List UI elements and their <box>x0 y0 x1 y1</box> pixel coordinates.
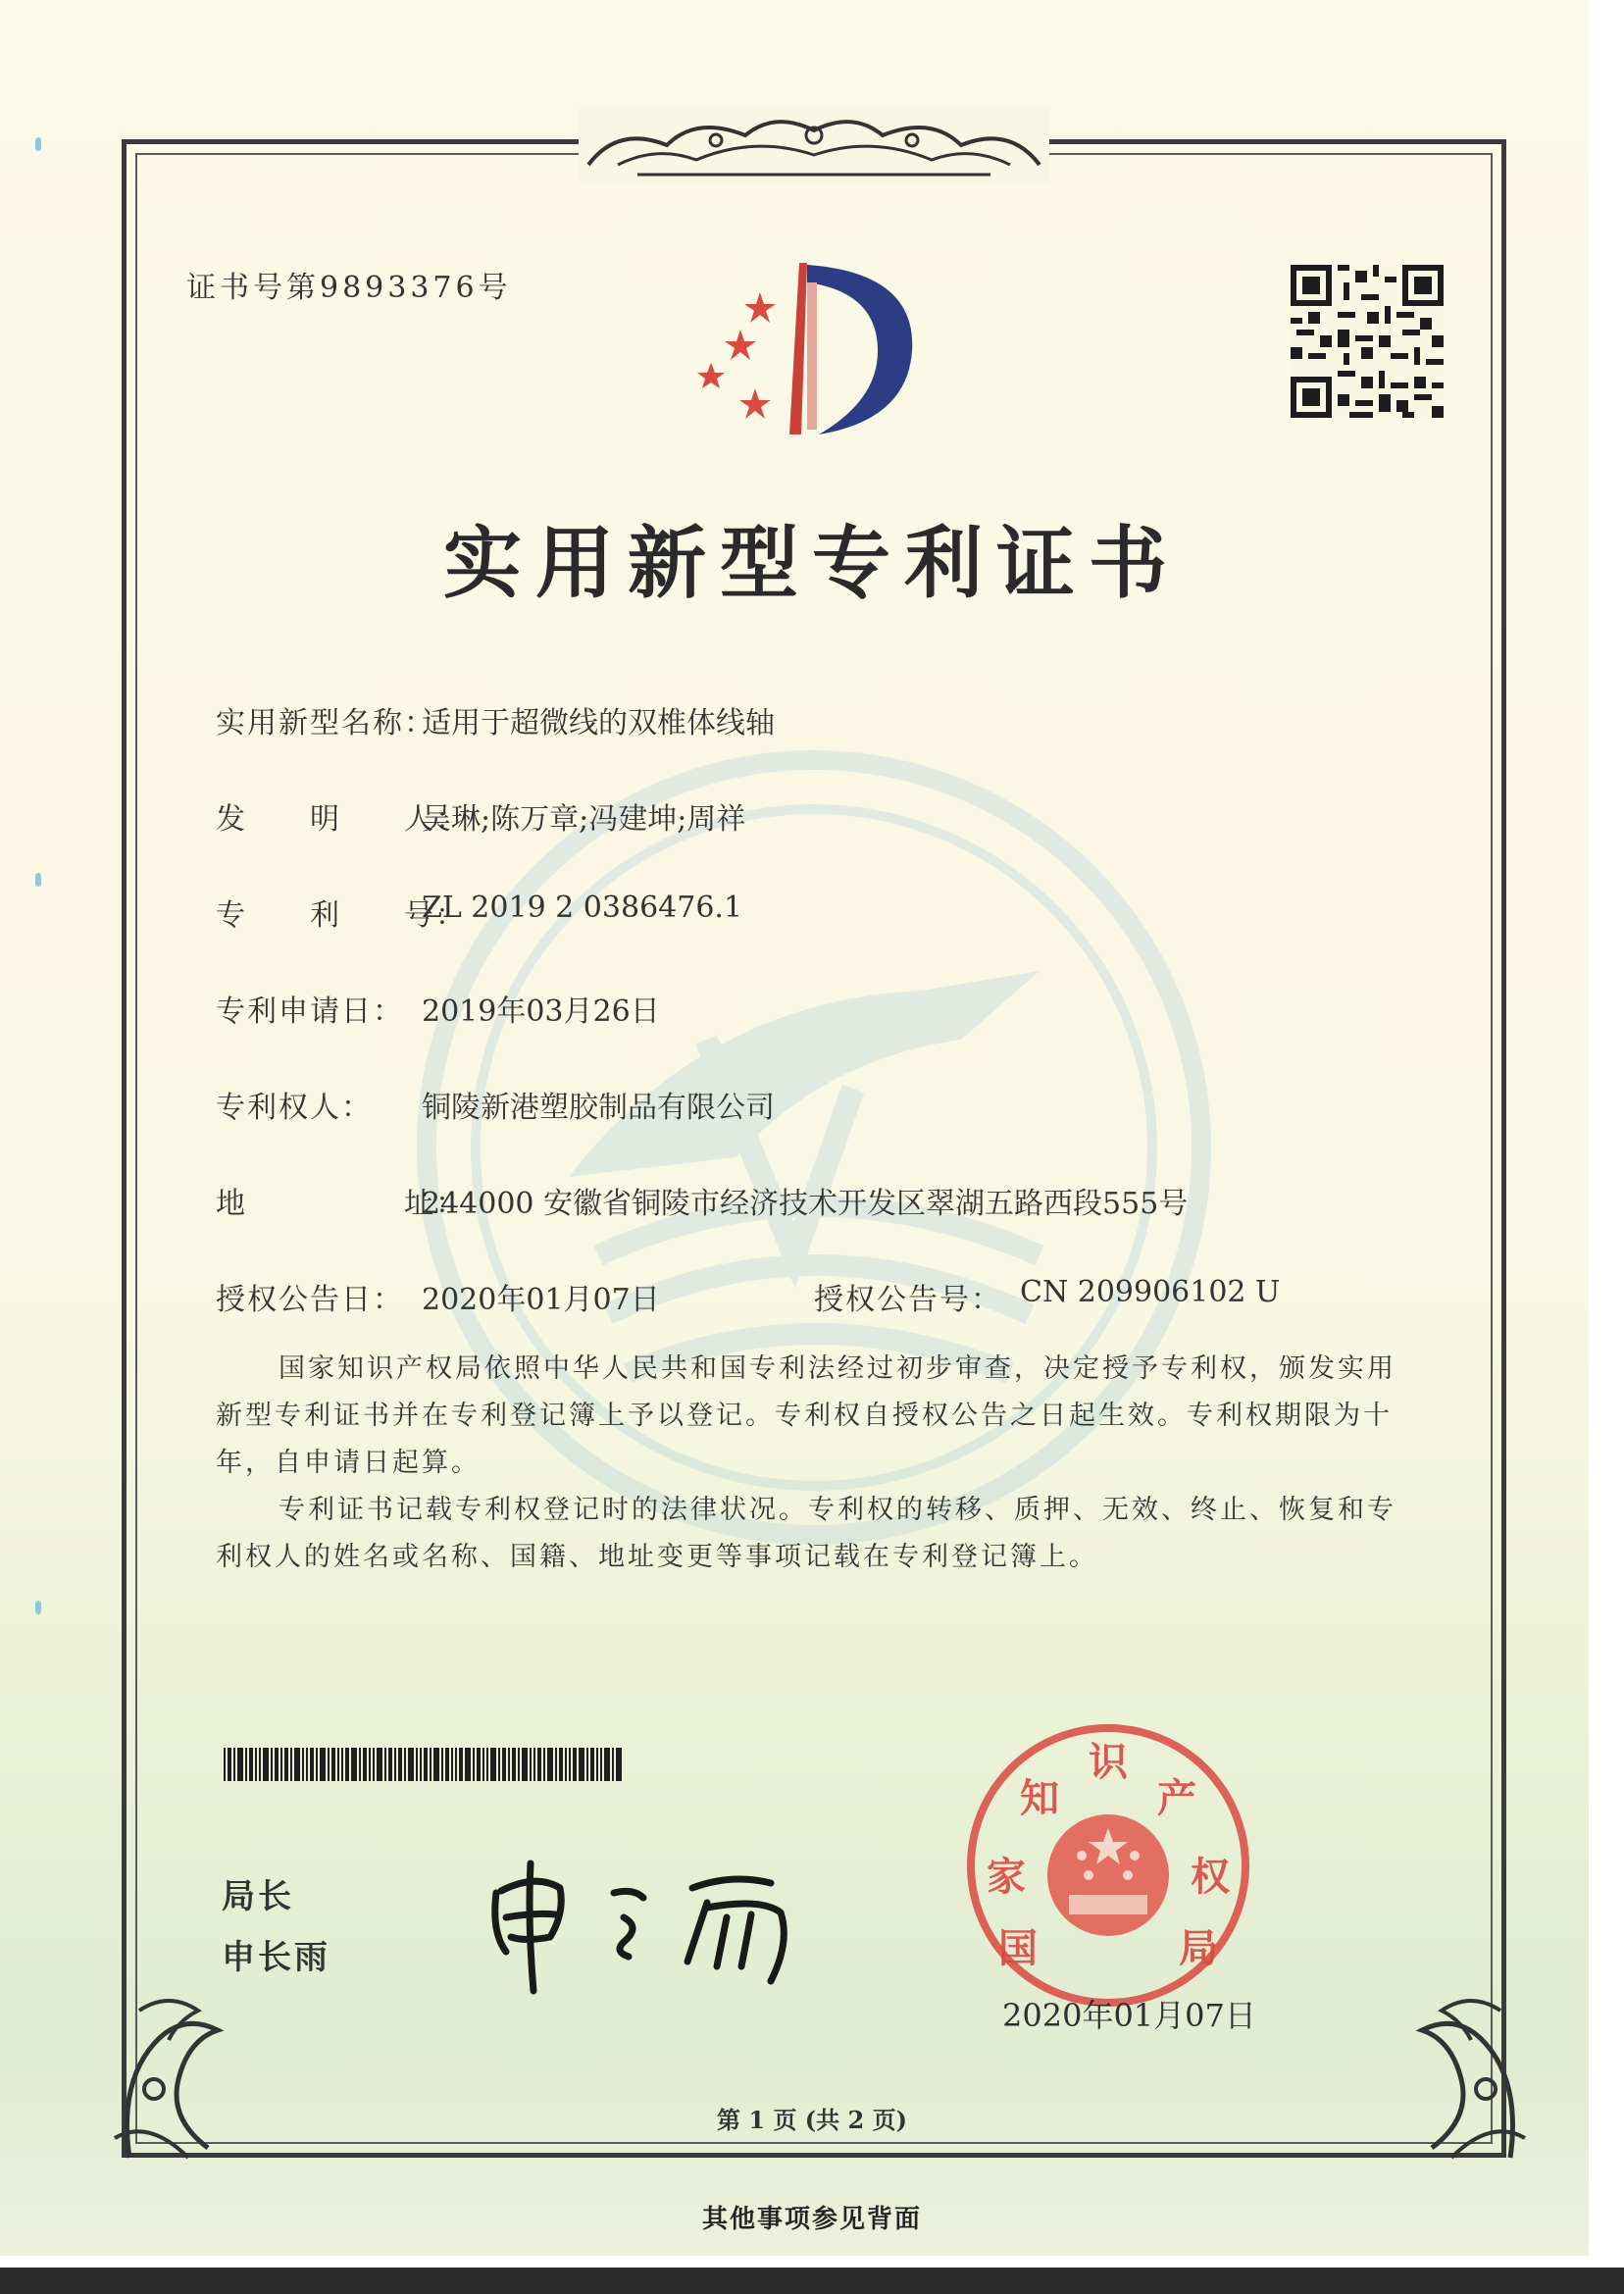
legal-paragraph-2: 专利证书记载专利权登记时的法律状况。专利权的转移、质押、无效、终止、恢复和专利权人的姓名或名称、国籍、地址变更等事项记载在专利登记簿上。 <box>216 1495 1396 1572</box>
handwritten-signature <box>477 1844 830 2001</box>
scan-bottom-bar <box>0 2268 1624 2294</box>
inventors: 吴琳;陈万章;冯建坤;周祥 <box>422 802 746 837</box>
qr-code-icon <box>1291 265 1444 418</box>
svg-text:知: 知 <box>1020 1775 1059 1821</box>
field-label-address: 地 址： <box>216 1187 467 1221</box>
field-label-patent-no: 专 利 号： <box>216 898 467 933</box>
field-label-inventor: 发 明 人： <box>216 802 467 837</box>
punch-mark <box>35 1601 41 1614</box>
barcode-icon <box>224 1748 622 1781</box>
scan-margin <box>1589 0 1624 2294</box>
corner-ornament-left-icon <box>110 1971 267 2167</box>
signatory-title: 局长 <box>222 1877 294 1916</box>
patent-number: ZL 2019 2 0386476.1 <box>422 891 743 925</box>
signatory-name: 申长雨 <box>222 1938 330 1977</box>
field-label-name: 实用新型名称： <box>216 706 435 740</box>
punch-mark <box>35 873 41 887</box>
field-label-filing-date: 专利申请日： <box>216 994 404 1029</box>
certificate-title: 实用新型专利证书 <box>443 517 1181 609</box>
page-number: 第 1 页 (共 2 页) <box>717 2106 907 2134</box>
utility-model-name: 适用于超微线的双椎体线轴 <box>422 706 775 740</box>
field-label-grant-date: 授权公告日： <box>216 1283 404 1317</box>
certificate-number: 证书号第9893376号 <box>186 271 512 305</box>
filing-date: 2019年03月26日 <box>422 994 660 1029</box>
svg-text:国: 国 <box>998 1925 1038 1971</box>
svg-text:权: 权 <box>1191 1854 1230 1900</box>
back-note: 其他事项参见背面 <box>701 2205 922 2234</box>
corner-ornament-right-icon <box>1373 1971 1530 2167</box>
patentee: 铜陵新港塑胶制品有限公司 <box>422 1091 775 1125</box>
official-seal-icon <box>961 1718 1255 2013</box>
svg-text:产: 产 <box>1157 1775 1196 1821</box>
field-label-patentee: 专利权人： <box>216 1091 373 1125</box>
svg-text:局: 局 <box>1179 1925 1218 1971</box>
svg-text:识: 识 <box>1089 1739 1128 1785</box>
legal-paragraph-1: 国家知识产权局依照中华人民共和国专利法经过初步审查，决定授予专利权，颁发实用新型专利证书并在专利登记簿上予以登记。专利权自授权公告之日起生效。专利权期限为十年，自申请日起算。 <box>216 1353 1396 1478</box>
field-label-publication-no: 授权公告号： <box>814 1283 1002 1317</box>
top-ornament-icon <box>579 106 1049 184</box>
punch-mark <box>35 137 41 151</box>
svg-text:家: 家 <box>987 1854 1026 1900</box>
publication-number: CN 209906102 U <box>1020 1275 1281 1309</box>
grant-date: 2020年01月07日 <box>422 1283 660 1317</box>
seal-date: 2020年01月07日 <box>1002 1997 1256 2034</box>
cnipa-logo-icon <box>691 253 946 439</box>
address: 244000 安徽省铜陵市经济技术开发区翠湖五路西段555号 <box>422 1187 1189 1221</box>
